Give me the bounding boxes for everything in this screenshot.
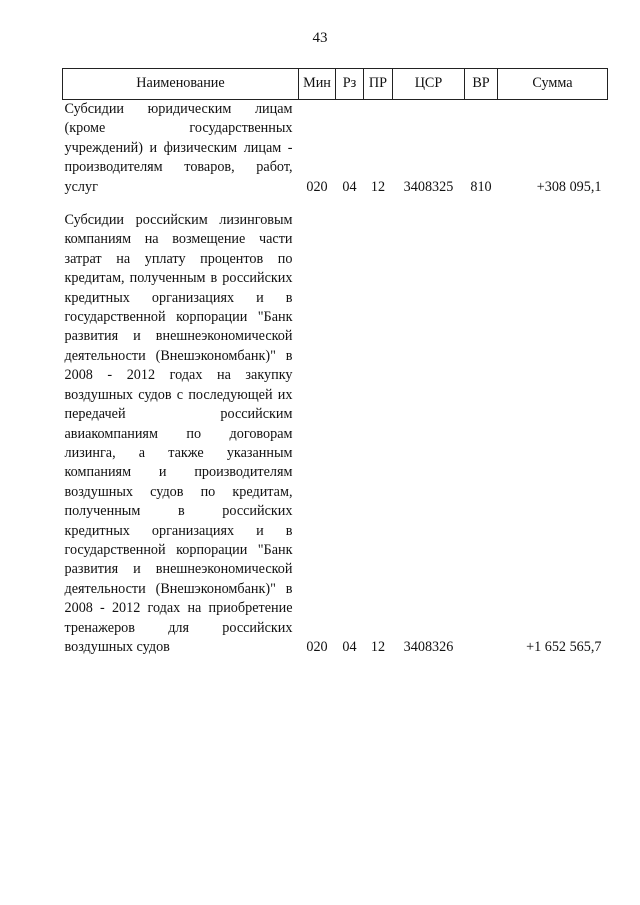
header-row [63, 69, 608, 100]
header-pr: ПР [364, 69, 393, 100]
header-rz: Рз [336, 69, 364, 100]
row-vr: 810 [470, 178, 492, 195]
table-body [63, 100, 608, 658]
table-header [63, 69, 608, 100]
row-spacer-cell [63, 197, 608, 211]
row-csr: 3408326 [403, 638, 454, 655]
table-row [63, 211, 608, 657]
page-number: 43 [312, 30, 328, 46]
row-rz: 04 [342, 638, 357, 655]
row-csr: 3408325 [403, 178, 454, 195]
row-name: Субсидии юридическим лицам (кроме государственных учреждений) и физическим лицам - производителям товаров, работ, услуг [64, 101, 293, 195]
row-name: Субсидии российским лизинговым компаниям на возмещение части затрат на уплату процентов по кредитам, полученным в российских кредитных организациях и в государственной корпорации "Банк развития и внешнеэкономической деятельности (Внешэкономбанк)" в 2008 - 2012 годах на закупку воздушных судов с последующей их передачей российским авиакомпаниям по договорам лизинга, а также указанным компаниям и производителям воздушных судов по кредитам, полученным в российских кредитных организациях и в государственной корпорации "Банк развития и внешнеэкономической деятельности (Внешэкономбанк)" в 2008 - 2012 годах на приобретение тренажеров для российских воздушных судов [64, 212, 293, 655]
header-csr: ЦСР [393, 69, 465, 100]
header-name: Наименование [63, 69, 299, 100]
row-rz: 04 [342, 178, 357, 195]
budget-table [62, 68, 608, 657]
header-min: Мин [299, 69, 336, 100]
row-pr: 12 [370, 638, 386, 655]
row-vr [465, 211, 498, 657]
row-spacer [63, 197, 608, 211]
row-sum: +308 095,1 [536, 178, 602, 195]
row-pr: 12 [370, 178, 386, 195]
row-min: 020 [306, 638, 328, 655]
table-row [63, 100, 608, 198]
row-sum: +1 652 565,7 [526, 638, 602, 655]
header-sum: Сумма [498, 69, 608, 100]
row-min: 020 [306, 178, 328, 195]
header-vr: ВР [465, 69, 498, 100]
